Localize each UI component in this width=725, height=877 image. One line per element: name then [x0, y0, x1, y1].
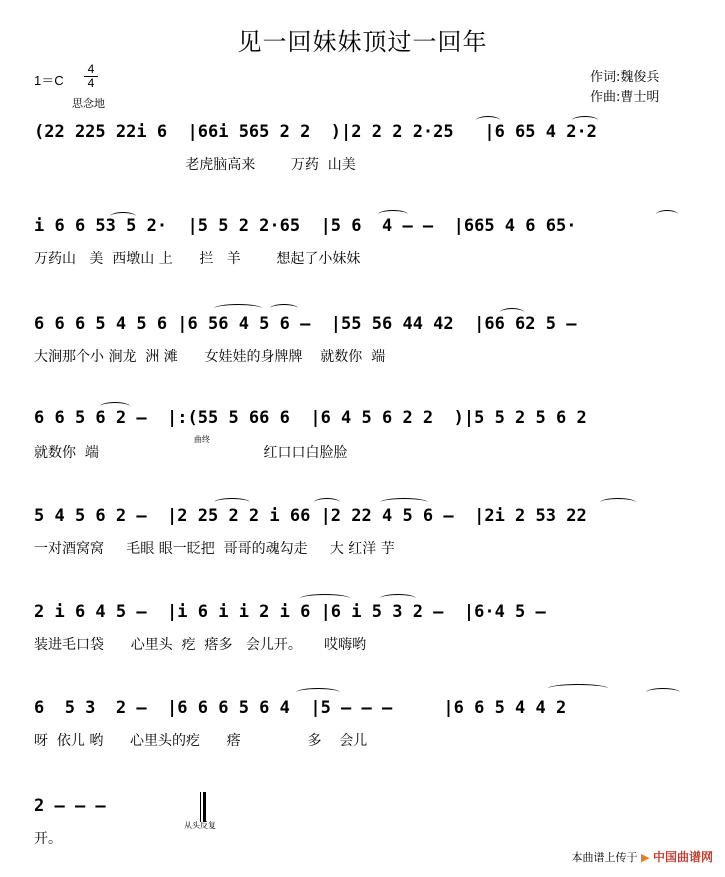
slur-arc	[500, 308, 524, 317]
score-row	[34, 598, 694, 658]
lyricist-credit: 作词:魏俊兵	[590, 70, 660, 85]
time-signature	[84, 63, 98, 90]
expression-mark: 思念地	[72, 97, 105, 110]
time-signature-denominator: 4	[84, 76, 98, 90]
notes-line: 6 6 5 6 2 – |:(55 5 66 6 |6 4 5 6 2 2 )|5 5 2 5 6 2	[34, 408, 587, 428]
notes-line: 2 i 6 4 5 – |i 6 i i 2 i 6 |6 i 5 3 2 – |6·4 5 –	[34, 602, 546, 622]
slur-arc	[296, 688, 340, 697]
slur-arc	[548, 684, 608, 693]
lyrics-line: 就数你 端 红口口白脸脸	[34, 445, 348, 461]
slur-arc	[646, 688, 680, 697]
lyrics-line: 开。	[34, 831, 62, 847]
score-row	[34, 792, 694, 852]
composer-credit: 作曲:曹士明	[590, 90, 660, 105]
score-row	[34, 404, 694, 464]
repeat-from-start-mark: 从头反复	[184, 821, 216, 830]
lyrics-line: 呀 依儿 哟 心里头的疙 瘩 多 会儿	[34, 733, 368, 749]
footer-credit	[572, 848, 713, 865]
score-row	[34, 212, 694, 272]
lyrics-line: 装进毛口袋 心里头 疙 瘩多 会儿开。 哎嗨哟	[34, 637, 367, 653]
score-row	[34, 118, 694, 178]
slur-arc	[214, 498, 250, 507]
footer-site: 中国曲谱网	[652, 850, 713, 864]
footer-text: 本曲谱上传于	[571, 851, 638, 864]
lyrics-line: 老虎脑高来 万药 山美	[34, 157, 356, 173]
slur-arc	[270, 304, 298, 313]
slur-arc	[380, 594, 416, 603]
lyrics-line: 大涧那个小 涧龙 洲 滩 女娃娃的身牌牌 就数你 端	[34, 349, 386, 365]
notes-line: (22 225 22i 6 |66i 565 2 2 )|2 2 2 2·25 |6 65 4 2·2	[34, 122, 597, 142]
final-barline-thick	[203, 792, 206, 822]
score-row	[34, 502, 694, 562]
key-signature: 1＝C	[34, 73, 64, 88]
notes-line: 6 6 6 5 4 5 6 |6 56 4 5 6 – |55 56 44 42 |66 62 5 –	[34, 314, 577, 334]
notes-line: i 6 6 53 5 2· |5 5 2 2·65 |5 6 4 – – |665 4 6 65·	[34, 216, 577, 236]
slur-arc	[600, 498, 636, 507]
slur-arc	[476, 116, 500, 125]
notes-line: 6 5 3 2 – |6 6 6 5 6 4 |5 – – – |6 6 5 4 4 2	[34, 698, 567, 718]
score-row	[34, 310, 694, 370]
lyrics-line: 一对酒窝窝 毛眼 眼一眨把 哥哥的魂勾走 大 红洋 芋	[34, 541, 395, 557]
time-signature-numerator: 4	[87, 62, 95, 76]
score-title: 见一回妹妹顶过一回年	[237, 28, 488, 56]
lyrics-line: 万药山 美 西墩山 上 拦 羊 想起了小妹妹	[34, 251, 361, 267]
slur-arc	[378, 210, 408, 219]
final-barline	[200, 792, 201, 822]
slur-arc	[214, 304, 262, 313]
site-logo-icon: ▶	[641, 851, 650, 864]
fine-mark: 曲终	[194, 435, 210, 444]
slur-arc	[314, 498, 340, 507]
slur-arc	[100, 402, 130, 411]
slur-arc	[572, 116, 598, 125]
slur-arc	[300, 594, 350, 603]
slur-arc	[110, 212, 136, 221]
notes-line: 5 4 5 6 2 – |2 25 2 2 i 66 |2 22 4 5 6 – |2i 2 53 22	[34, 506, 587, 526]
slur-arc	[656, 210, 678, 219]
score-row	[34, 694, 694, 754]
slur-arc	[380, 498, 428, 507]
notes-line: 2 – – –	[34, 796, 106, 816]
